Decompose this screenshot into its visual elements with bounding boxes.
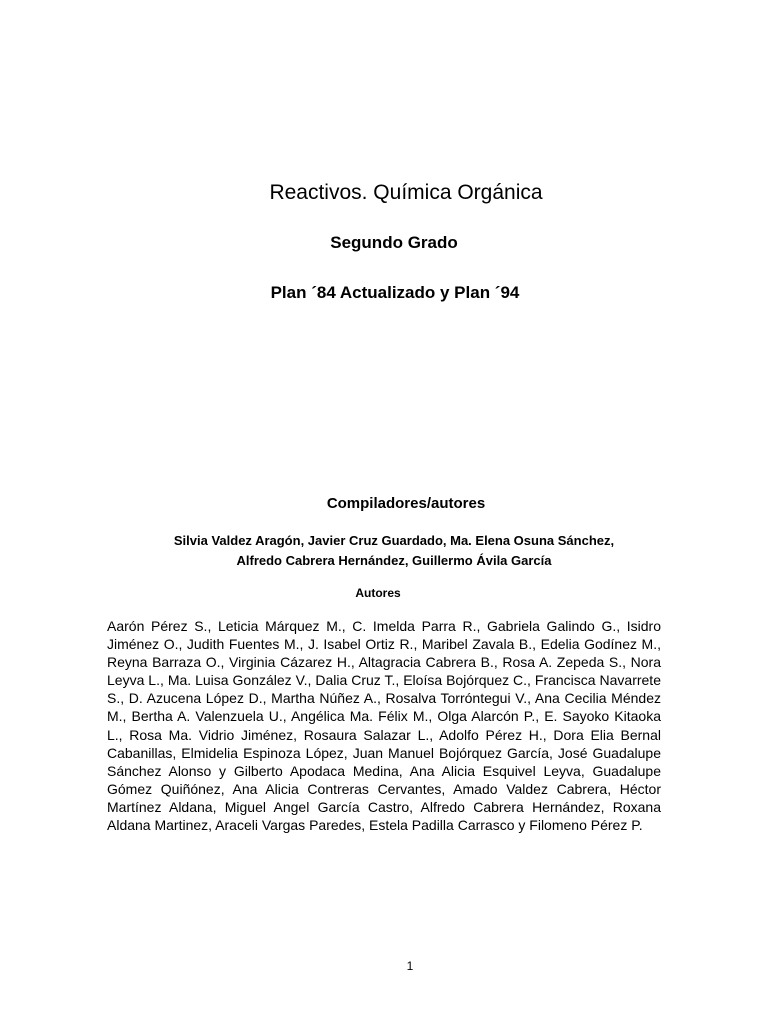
compiladores-line: Alfredo Cabrera Hernández, Guillermo Ávila García [236, 553, 552, 568]
document-title: Reactivos. Química Orgánica [269, 181, 543, 204]
compiladores-line: Silvia Valdez Aragón, Javier Cruz Guardado, Ma. Elena Osuna Sánchez, [173, 533, 615, 548]
compiladores-names [0, 531, 768, 571]
page-number: 1 [406, 959, 414, 973]
autores-heading: Autores [355, 586, 401, 600]
autores-paragraph: Aarón Pérez S., Leticia Márquez M., C. Imelda Parra R., Gabriela Galindo G., Isidro Jiménez O., Judith Fuentes M., J. Isabel Ortiz R., Maribel Zavala B., Edelia Godínez M., Reyna Barraza O., Virginia Cázarez H., Altagracia Cabrera B., Rosa A. Zepeda S., Nora Leyva L., Ma. Luisa González V., Dalia Cruz T., Eloísa Bojórquez C., Francisca Navarrete S., D. Azucena López D., Martha Núñez A., Rosalva Torróntegui V., Ana Cecilia Méndez M., Bertha A. Valenzuela U., Angélica Ma. Félix M., Olga Alarcón P., E. Sayoko Kitaoka L., Rosa Ma. Vidrio Jiménez, Rosaura Salazar L., Adolfo Pérez H., Dora Elia Bernal Cabanillas, Elmidelia Espinoza López, Juan Manuel Bojórquez García, José Guadalupe Sánchez Alonso y Gilberto Apodaca Medina, Ana Alicia Esquivel Leyva, Guadalupe Gómez Quiñónez, Ana Alicia Contreras Cervantes, Amado Valdez Cabrera, Héctor Martínez Aldana, Miguel Angel García Castro, Alfredo Cabrera Hernández, Roxana Aldana Martinez, Araceli Vargas Paredes, Estela Padilla Carrasco y Filomeno Pérez P. [107, 618, 661, 834]
document-subtitle: Segundo Grado [330, 233, 458, 252]
compiladores-heading: Compiladores/autores [326, 495, 486, 512]
document-plan: Plan ´84 Actualizado y Plan ´94 [270, 283, 520, 302]
